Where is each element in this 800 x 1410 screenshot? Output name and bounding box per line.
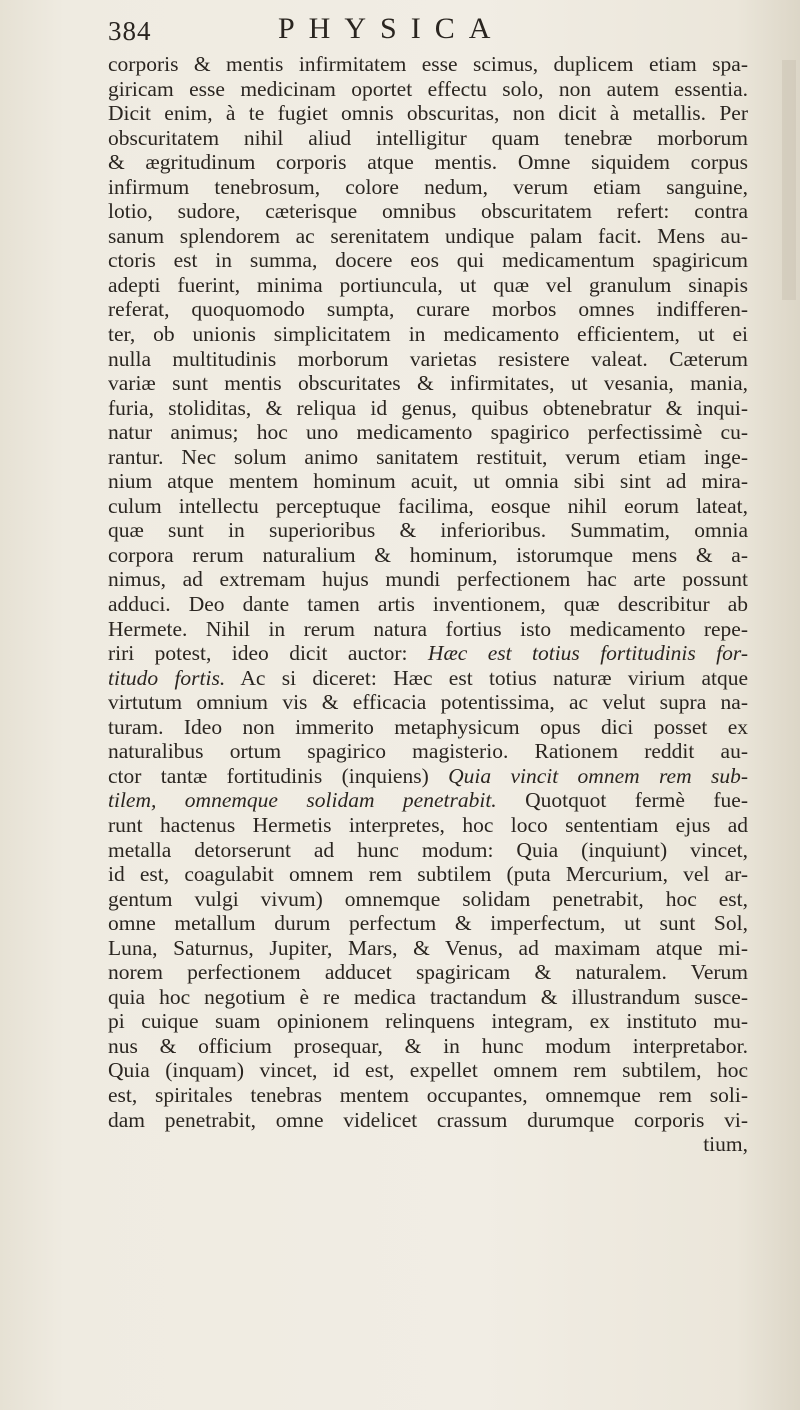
text-line: [108, 690, 748, 715]
catchword: tium,: [703, 1132, 748, 1157]
text-line: [108, 248, 748, 273]
text-line: [108, 322, 748, 347]
text-run: Ac si diceret: Hæc est totius naturæ virium atque: [225, 665, 748, 690]
text-run: omne metallum durum perfectum & imperfectum, ut sunt Sol,: [108, 911, 748, 936]
text-run: metalla detorserunt ad hunc modum: Quia (inquiunt) vincet,: [108, 837, 748, 862]
text-line: [108, 1058, 748, 1083]
text-run: quæ sunt in superioribus & inferioribus. Summatim, omnia: [108, 518, 748, 543]
text-run: culum intellectu perceptuque facilima, eosque nihil eorum lateat,: [108, 493, 748, 518]
text-line: [108, 567, 748, 592]
text-line: [108, 224, 748, 249]
body-text: [108, 52, 748, 1157]
text-line: [108, 199, 748, 224]
italic-quote: titudo fortis.: [108, 665, 226, 690]
text-run: natur animus; hoc uno medicamento spagirico perfectissimè cu-: [108, 420, 748, 445]
text-run: ter, ob unionis simplicitatem in medicamento efficientem, ut ei: [108, 322, 748, 347]
text-line: [108, 371, 748, 396]
text-line: [108, 887, 748, 912]
text-run: giricam esse medicinam oportet effectu solo, non autem essentia.: [108, 76, 748, 101]
text-line: [108, 739, 748, 764]
running-head: PHYSICA: [278, 12, 505, 45]
text-line: [108, 297, 748, 322]
text-run: nium atque mentem hominum acuit, ut omnia sibi sint ad mira-: [108, 469, 748, 494]
text-line: [108, 592, 748, 617]
text-run: nus & officium prosequar, & in hunc modum interpretabor.: [108, 1033, 748, 1058]
text-run: ctor tantæ fortitudinis (inquiens): [108, 763, 449, 788]
text-run: rantur. Nec solum animo sanitatem restituit, verum etiam inge-: [108, 444, 748, 469]
page-header: [108, 8, 748, 48]
text-run: quia hoc negotium è re medica tractandum & illustrandum susce-: [108, 984, 748, 1009]
text-run: riri potest, ideo dicit auctor:: [108, 641, 428, 666]
text-run: Hermete. Nihil in rerum natura fortius isto medicamento repe-: [108, 616, 748, 641]
text-line: [108, 838, 748, 863]
text-run: sanum splendorem ac serenitatem undique palam facit. Mens au-: [108, 223, 748, 248]
text-run: Quotquot fermè fue-: [496, 788, 748, 813]
text-line: [108, 101, 748, 126]
page-edge-shadow: [782, 60, 796, 300]
text-run: norem perfectionem adducet spagiricam & naturalem. Verum: [108, 960, 748, 985]
text-line: [108, 543, 748, 568]
text-run: nulla multitudinis morborum varietas resistere valeat. Cæterum: [108, 346, 748, 371]
text-line: [108, 1009, 748, 1034]
text-run: nimus, ad extremam hujus mundi perfectionem hac arte possunt: [108, 567, 748, 592]
text-line: [108, 813, 748, 838]
text-run: adepti fuerint, minima portiuncula, ut quæ vel granulum sinapis: [108, 272, 748, 297]
text-line: [108, 77, 748, 102]
text-run: gentum vulgi vivum) omnemque solidam penetrabit, hoc est,: [108, 886, 748, 911]
text-line: [108, 911, 748, 936]
text-line: [108, 347, 748, 372]
text-run: corporis & mentis infirmitatem esse scimus, duplicem etiam spa-: [108, 52, 748, 76]
text-run: corpora rerum naturalium & hominum, istorumque mens & a-: [108, 542, 748, 567]
text-line: [108, 960, 748, 985]
text-run: & ægritudinum corporis atque mentis. Omne siquidem corpus: [108, 150, 748, 175]
text-run: referat, quoquomodo sumpta, curare morbos omnes indifferen-: [108, 297, 748, 322]
page-number: 384: [108, 16, 152, 46]
text-run: virtutum omnium vis & efficacia potentissima, ac velut supra na-: [108, 690, 748, 715]
text-line: [108, 494, 748, 519]
text-run: est, spiritales tenebras mentem occupantes, omnemque rem soli-: [108, 1082, 748, 1107]
text-run: Luna, Saturnus, Jupiter, Mars, & Venus, ad maximam atque mi-: [108, 935, 748, 960]
text-line: [108, 52, 748, 77]
text-line: [108, 1083, 748, 1108]
text-line: [108, 396, 748, 421]
text-line: [108, 175, 748, 200]
text-line: [108, 715, 748, 740]
text-line: [108, 150, 748, 175]
italic-quote: tilem, omnemque solidam penetrabit.: [108, 788, 497, 813]
text-run: runt hactenus Hermetis interpretes, hoc loco sententiam ejus ad: [108, 812, 748, 837]
text-run: ctoris est in summa, docere eos qui medicamentum spagiricum: [108, 248, 748, 273]
text-run: lotio, sudore, cæterisque omnibus obscuritatem refert: contra: [108, 199, 748, 224]
text-line: [108, 985, 748, 1010]
text-line: [108, 617, 748, 642]
text-run: naturalibus ortum spagirico magisterio. Rationem reddit au-: [108, 739, 748, 764]
text-run: id est, coagulabit omnem rem subtilem (puta Mercurium, vel ar-: [108, 862, 748, 887]
text-line: [108, 469, 748, 494]
text-line: [108, 518, 748, 543]
text-run: obscuritatem nihil aliud intelligitur quam tenebræ morborum: [108, 125, 748, 150]
text-run: variæ sunt mentis obscuritates & infirmitates, ut vesania, mania,: [108, 371, 748, 396]
text-line: [108, 936, 748, 961]
text-run: infirmum tenebrosum, colore nedum, verum etiam sanguine,: [108, 174, 748, 199]
text-line: [108, 666, 748, 691]
text-run: pi cuique suam opinionem relinquens integram, ex instituto mu-: [108, 1009, 748, 1034]
italic-quote: Hæc est totius fortitudinis for-: [427, 641, 748, 666]
text-line: [108, 126, 748, 151]
text-line: [108, 788, 748, 813]
text-run: dam penetrabit, omne videlicet crassum durumque corporis vi-: [108, 1107, 748, 1132]
text-line: [108, 641, 748, 666]
text-line: [108, 862, 748, 887]
text-run: Quia (inquam) vincet, id est, expellet omnem rem subtilem, hoc: [108, 1058, 748, 1083]
text-line: [108, 1108, 748, 1133]
text-line: [108, 764, 748, 789]
text-run: furia, stoliditas, & reliqua id genus, quibus obtenebratur & inqui-: [108, 395, 748, 420]
text-line: [108, 273, 748, 298]
text-line: [108, 445, 748, 470]
text-run: turam. Ideo non immerito metaphysicum opus dici posset ex: [108, 714, 748, 739]
text-line: [108, 420, 748, 445]
text-run: adduci. Deo dante tamen artis inventionem, quæ describitur ab: [108, 592, 748, 617]
text-line: [108, 1034, 748, 1059]
text-run: Dicit enim, à te fugiet omnis obscuritas, non dicit à metallis. Per: [108, 101, 748, 126]
italic-quote: Quia vincit omnem rem sub-: [448, 763, 748, 788]
